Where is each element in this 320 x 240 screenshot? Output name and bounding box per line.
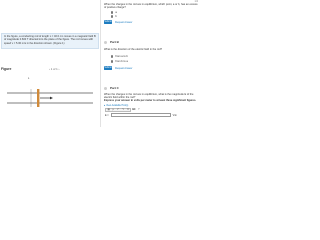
view-hints-link[interactable]: ▸ View Available Hint(s) [104, 104, 129, 107]
part-b-option-a-to-b[interactable]: from a to b [111, 55, 128, 58]
part-a-option-b[interactable]: b [111, 15, 117, 18]
part-c-title: Part C [110, 86, 119, 90]
symbols-icon[interactable]: μ [112, 108, 114, 111]
part-b-option-b-to-a[interactable]: from b to a [111, 60, 128, 63]
answer-input[interactable] [111, 113, 171, 117]
chevron-right-icon: ▸ [104, 105, 106, 107]
problem-panel [0, 0, 100, 127]
figure-label: Figure [1, 67, 12, 71]
keyboard-icon[interactable]: ⌨ [131, 109, 136, 112]
rod-diagram [1, 72, 99, 122]
radio-icon[interactable] [111, 55, 113, 57]
figure-pagination[interactable] [49, 67, 59, 71]
part-a-option-a[interactable]: a [111, 11, 117, 14]
part-a-request-answer-link[interactable]: Request Answer [115, 21, 133, 24]
part-b-request-answer-link[interactable]: Request Answer [115, 67, 133, 70]
next-figure-icon[interactable]: › [58, 67, 60, 71]
radio-icon[interactable] [111, 15, 113, 17]
part-status-icon [104, 41, 107, 44]
part-c-header[interactable] [104, 86, 119, 90]
questions-panel [100, 0, 200, 127]
radio-icon[interactable] [111, 60, 113, 62]
part-a-submit-button[interactable]: Submit [104, 21, 112, 23]
templates-icon[interactable]: ▦ [107, 109, 110, 112]
part-counter: 1/4 [194, 0, 198, 3]
answer-label: E = [105, 113, 109, 117]
redo-icon[interactable]: ↷ [121, 109, 124, 112]
prev-figure-icon[interactable]: ‹ [49, 67, 50, 71]
radio-icon[interactable] [111, 11, 113, 13]
part-b-question: What is the direction of the electric field in the rod? [104, 48, 163, 51]
rod-length-label: L [28, 77, 30, 80]
part-b-submit-button[interactable]: Submit [104, 67, 112, 69]
figure-image [1, 72, 99, 122]
conducting-rod [37, 89, 39, 107]
part-b-header[interactable] [104, 40, 119, 44]
math-toolbar [105, 108, 140, 112]
part-b-title: Part B [110, 40, 119, 44]
undo-icon[interactable]: ↶ [117, 109, 119, 112]
part-c-question: When the charges in the rod are in equilibrium, what is the magnitude E of the electric field within the rod? [104, 93, 194, 100]
help-icon[interactable]: ? [138, 108, 140, 111]
problem-statement [1, 33, 99, 49]
figure-header [1, 66, 99, 71]
problem-text: In the figure, a conducting rod of length L = 40.0 cm moves in a magnetic field B of magnitude 0.600 T directed into the plane of the figure. The rod moves with speed v = 5.00 m/s in the direction shown. (Figure 1) [4, 35, 96, 45]
part-a-question: When the charges in the rod are in equilibrium, which point, a or b, has an excess of positive charge? [104, 3, 198, 10]
figure-nav-text: 1 of 1 [50, 67, 58, 71]
answer-row [105, 113, 177, 117]
answer-unit: V/m [172, 113, 177, 117]
reset-icon[interactable]: ⟲ [126, 109, 129, 112]
part-status-icon [104, 87, 107, 90]
part-c-instructions: Express your answer in volts per meter to at least three significant figures. [104, 99, 197, 102]
